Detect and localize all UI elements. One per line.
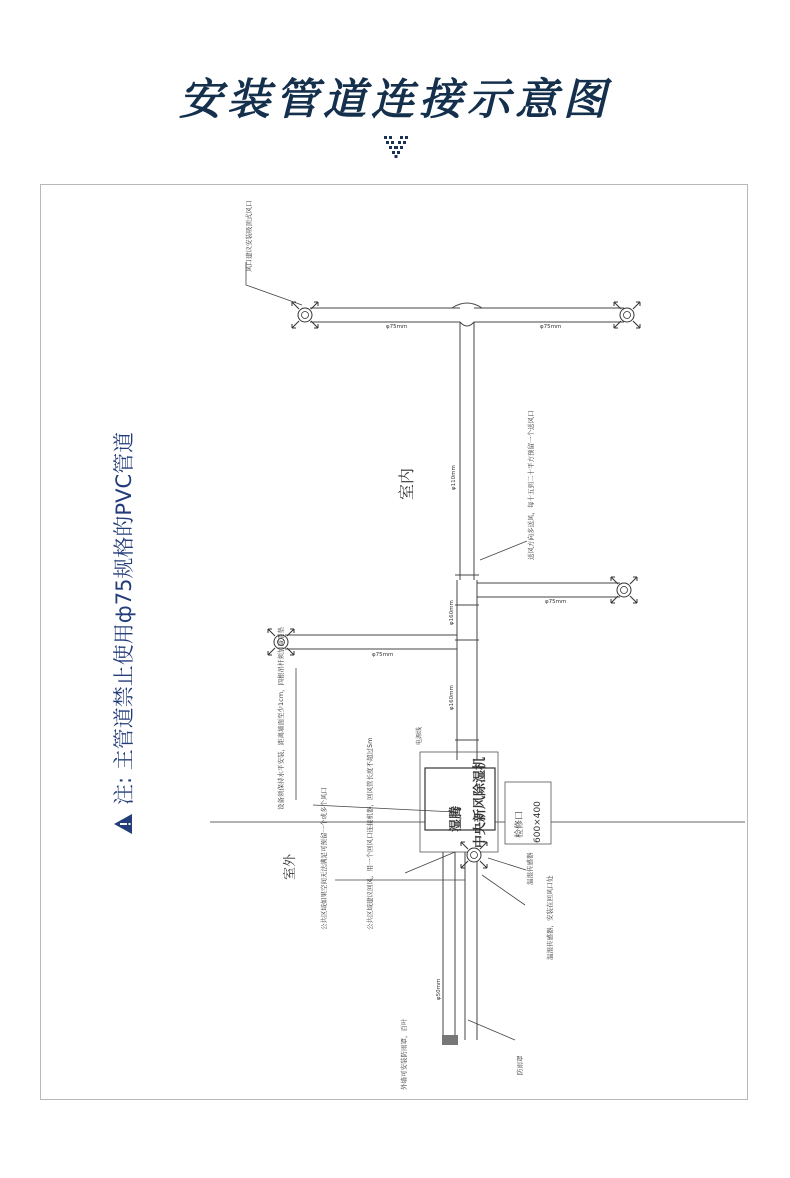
access-port-size: 600×400 [533,801,543,843]
pipe-branch-label-right: φ75mm [545,599,567,605]
outdoor-label: 室外 [283,853,298,880]
top-right-vent-icon [614,302,640,328]
callout-rain: 防雨罩 [516,1055,524,1075]
access-port-box [505,782,551,844]
callout-return: 公共区域建议回风，用一个回风口连接机器，回风管长度不超过5m [366,737,374,930]
power-cord-label: 电源线 [416,726,423,745]
right-branch-pipe [477,583,620,597]
callout-public: 公共区域如果空间无法满足可预留一个或多个风口 [320,787,328,930]
pipe-50-label: φ50mm [436,978,442,1000]
pipe-branch-label-left: φ75mm [372,652,394,658]
note-text: 注: 主管道禁止使用ф75规格的PVC管道 [112,431,136,805]
callout-install: 设备须保持水平安装，距离墙面至少1cm，四根吊杆须加减震垫 [277,626,285,810]
unit-name-line1: 湿腾 [449,805,464,832]
pvc-note [108,432,138,835]
pipe-branch-label-top-left: φ75mm [386,324,408,330]
warning-triangle-icon [113,813,133,835]
pipe-branch-label-top-right: φ75mm [540,324,562,330]
callout-top-outlet: 风口建议安装吸顶式风口 [245,200,253,272]
main-pipe [455,322,479,760]
callout-supply: 送风方向多送风，每十五到二十平方预留一个送风口 [527,410,535,560]
callout-sensor: 温湿传感器 [526,852,534,885]
pipe-160-label: φ160mm [449,685,455,710]
rain-cover [442,1035,458,1045]
pipe-160-label-2: φ160mm [449,600,455,625]
top-left-vent-icon [292,302,318,328]
unit-name-line2: 中央新风除湿机 [473,756,488,848]
indoor-label: 室内 [397,467,416,500]
page-title: 安装管道连接示意图 [179,75,611,125]
left-branch-pipe [285,635,457,649]
top-branch-pipe [310,303,624,326]
access-port-label: 检修口 [515,810,525,838]
pipe-main-label: φ110mm [451,465,457,490]
callout-sensor2: 温湿传感器，安装在回风口处 [546,875,554,960]
right-vent-icon [611,577,637,603]
callout-outside: 外墙可安装防雨罩，百叶 [400,1018,408,1090]
leader-lines [246,262,527,1040]
